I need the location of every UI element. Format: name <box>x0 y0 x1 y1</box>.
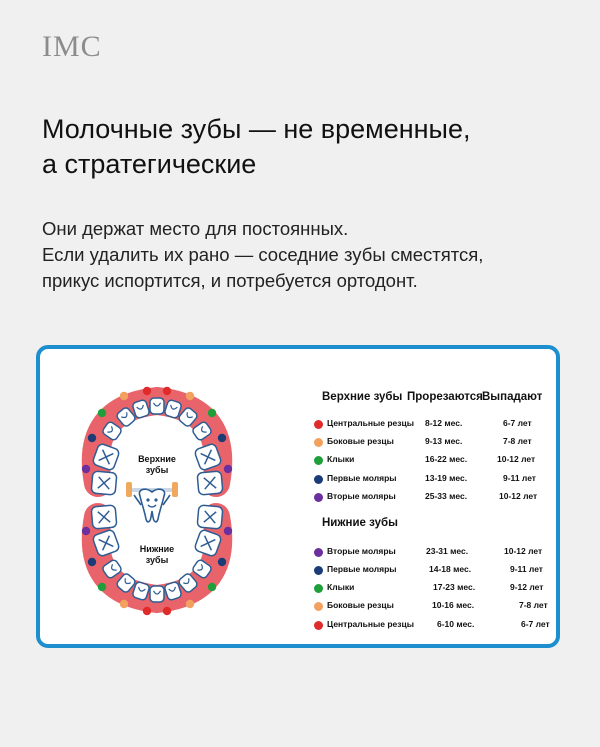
erupt-age: 25-33 мес. <box>425 491 468 501</box>
color-dot <box>314 420 323 429</box>
color-dot <box>314 475 323 484</box>
tooth-name: Вторые моляры <box>327 546 396 556</box>
tooth-name: Клыки <box>327 582 355 592</box>
erupt-age: 8-12 мес. <box>425 418 463 428</box>
tooth-name: Центральные резцы <box>327 619 414 629</box>
erupt-header: Прорезаются <box>407 391 483 403</box>
lose-age: 10-12 лет <box>499 491 538 501</box>
paragraph-line-3: прикус испортится, и потребуется ортодонт. <box>42 270 418 291</box>
erupt-age: 13-19 мес. <box>425 473 468 483</box>
color-dot <box>314 621 323 630</box>
page-title <box>42 112 562 182</box>
lose-age: 9-11 лет <box>503 473 536 483</box>
lose-age: 6-7 лет <box>521 619 550 629</box>
color-dot <box>314 602 323 611</box>
paragraph-line-2: Если удалить их рано — соседние зубы сместятся, <box>42 244 484 265</box>
tooth-name: Боковые резцы <box>327 600 394 610</box>
color-dot <box>314 566 323 575</box>
tooth-name: Центральные резцы <box>327 418 414 428</box>
lose-age: 7-8 лет <box>519 600 548 610</box>
paragraph-line-1: Они держат место для постоянных. <box>42 218 349 239</box>
color-dot <box>314 438 323 447</box>
lose-header: Выпадают <box>482 391 543 403</box>
tooth-name: Вторые моляры <box>327 491 396 501</box>
erupt-age: 14-18 мес. <box>429 564 472 574</box>
title-line-1: Молочные зубы — не временные, <box>42 114 471 144</box>
lose-age: 9-11 лет <box>510 564 543 574</box>
erupt-age: 23-31 мес. <box>426 546 469 556</box>
teeth-timing-table <box>40 349 556 644</box>
erupt-age: 9-13 мес. <box>425 436 463 446</box>
title-line-2: а стратегические <box>42 149 257 179</box>
imc-logo: IMC <box>42 30 102 63</box>
teeth-chart-card <box>36 345 560 648</box>
lower-teeth-header: Нижние зубы <box>322 517 398 529</box>
upper-teeth-label-1: Верхние <box>138 454 176 464</box>
lose-age: 10-12 лет <box>497 454 536 464</box>
erupt-age: 6-10 мес. <box>437 619 475 629</box>
lose-age: 10-12 лет <box>504 546 543 556</box>
color-dot <box>314 456 323 465</box>
erupt-age: 10-16 мес. <box>432 600 475 610</box>
color-dot <box>314 548 323 557</box>
tooth-name: Клыки <box>327 454 355 464</box>
upper-teeth-header: Верхние зубы <box>322 391 403 403</box>
tooth-name: Первые моляры <box>327 473 397 483</box>
color-dot <box>314 493 323 502</box>
lose-age: 7-8 лет <box>503 436 532 446</box>
lower-teeth-label-1: Нижние <box>139 544 175 554</box>
lose-age: 6-7 лет <box>503 418 532 428</box>
color-dot <box>314 584 323 593</box>
erupt-age: 17-23 мес. <box>433 582 476 592</box>
lose-age: 9-12 лет <box>510 582 544 592</box>
intro-paragraph <box>42 216 572 294</box>
tooth-name: Первые моляры <box>327 564 397 574</box>
lower-teeth-label-2: зубы <box>145 555 169 565</box>
upper-teeth-label-2: зубы <box>145 465 169 475</box>
erupt-age: 16-22 мес. <box>425 454 468 464</box>
tooth-name: Боковые резцы <box>327 436 394 446</box>
